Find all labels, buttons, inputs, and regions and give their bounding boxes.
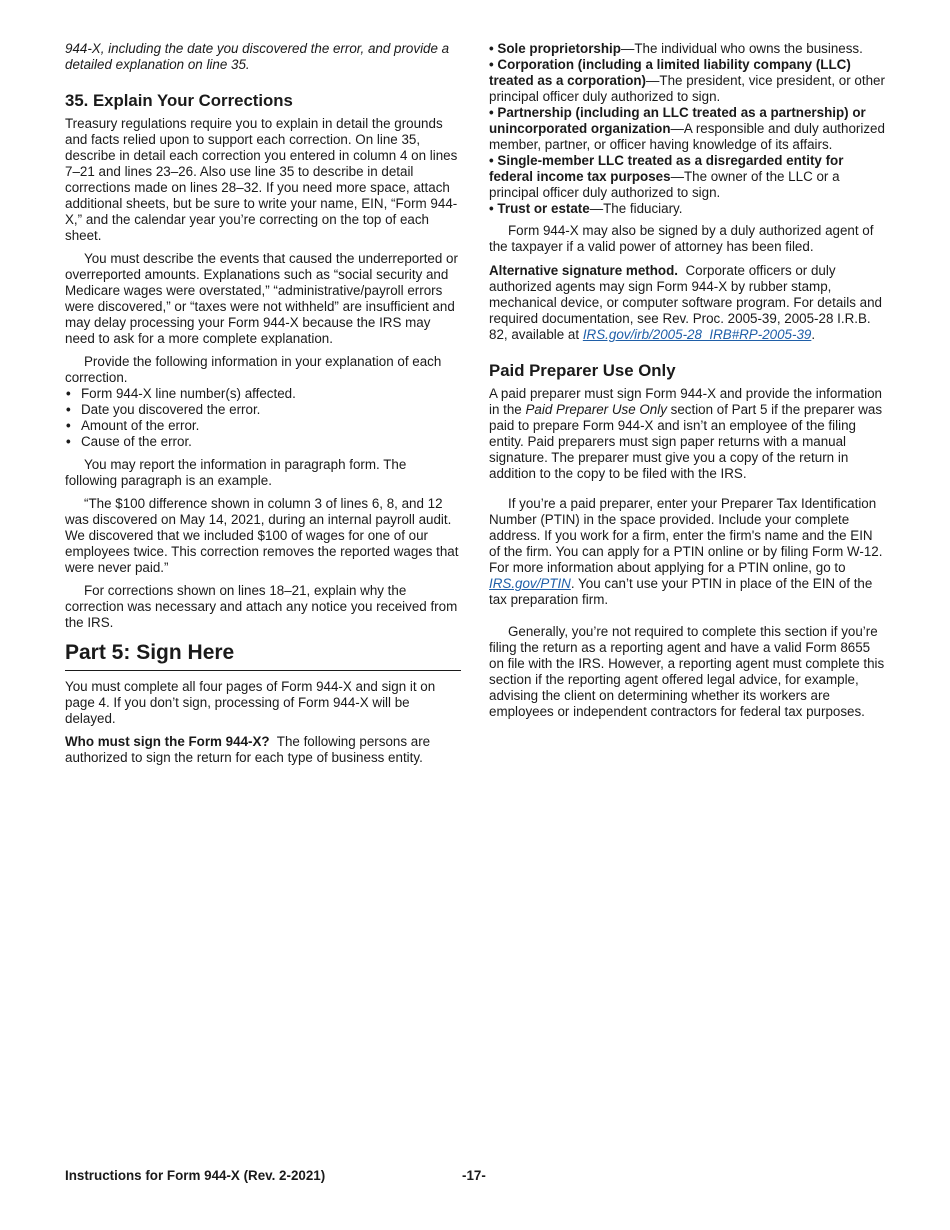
paragraph: You must describe the events that caused the underreported or overreported amounts. Explanations such as “social security and Medicare wages were overstated,” “administrative/payroll errors were discovered,” or “taxes were not withheld” are insufficient and may delay processing your Form 944-X because the IRS may need to ask for a more complete explanation. (65, 251, 458, 346)
entity-name: Partnership (including an LLC treated as a partnership) or unincorporated organization (489, 105, 866, 136)
paragraph: You may report the information in paragraph form. The following paragraph is an example. (65, 457, 407, 488)
paragraph (489, 496, 885, 608)
who-must-sign-paragraph (65, 734, 461, 766)
entity-signer: —The president, vice president, or other principal officer duly authorized to sign. (489, 73, 885, 104)
entity-name: Corporation (including a limited liability company (LLC) treated as a corporation) (489, 57, 851, 88)
section-heading-paid-preparer: Paid Preparer Use Only (489, 361, 676, 380)
entity-name: Trust or estate (497, 201, 590, 216)
paragraph: You must complete all four pages of Form 944-X and sign it on page 4. If you don’t sign, processing of Form 944-X will be delayed. (65, 679, 436, 726)
page-number: -17- (462, 1168, 486, 1183)
entity-name: Sole proprietorship (497, 41, 621, 56)
section-heading-explain-corrections: 35. Explain Your Corrections (65, 91, 293, 110)
intro-text: 944-X, including the date you discovered the error, and provide a detailed explanation on line 35. (65, 41, 450, 72)
part-heading-sign-here: Part 5: Sign Here (65, 640, 461, 671)
list-item: • Cause of the error. (65, 434, 461, 450)
entity-signer: —The fiduciary. (589, 201, 683, 216)
text-span: section of Part 5 if the preparer was paid to prepare Form 944-X and isn’t an employee of the filing entity. Paid preparers must sign paper returns with a manual signature. The preparer must give you a copy of the return in addition to the copy to be filed with the IRS. (489, 402, 883, 481)
list-item (489, 57, 885, 105)
paragraph: For corrections shown on lines 18–21, explain why the correction was necessary and attach any notice you received from the IRS. (65, 583, 458, 630)
list-item (489, 201, 885, 217)
list-item (489, 105, 885, 153)
text-span: . You can’t use your PTIN in place of the EIN of the tax preparation firm. (489, 576, 873, 607)
left-column (65, 41, 461, 766)
entity-name: Single-member LLC treated as a disregarded entity for federal income tax purposes (489, 153, 844, 184)
paragraph (489, 386, 885, 482)
who-must-sign-text: The following persons are authorized to sign the return for each type of business entity. (65, 734, 431, 765)
ptin-link[interactable]: IRS.gov/PTIN (489, 576, 571, 591)
alt-signature-paragraph: Alternative signature method. Corporate officers or duly authorized agents may sign Form 944-X by rubber stamp, mechanical device, or computer software program. For details and required documentation, see Rev. Proc. 2005-39, 2005-28 I.R.B. 82, available at IRS.gov/irb/2005-28_IRB#RP-2005-39. (489, 263, 882, 342)
info-bullet-list (65, 386, 461, 450)
list-item: • Form 944-X line number(s) affected. (65, 386, 461, 402)
italic-text: Paid Preparer Use Only (525, 402, 667, 417)
right-column (489, 41, 885, 720)
alt-signature-text: Corporate officers or duly authorized agents may sign Form 944-X by rubber stamp, mechanical device, or computer software program. For details and required documentation, see Rev. Proc. 2005-39, 2005-28 I.R.B. 82, available at (489, 263, 882, 342)
list-item (489, 153, 885, 201)
paragraph: Generally, you’re not required to complete this section if you’re filing the return as a reporting agent and have a valid Form 8655 on file with the IRS. However, a reporting agent must complete this section if the reporting agent offered legal advice, for example, advising the client on determining whether its workers are employees or independent contractors for federal tax purposes. (489, 624, 885, 719)
entity-signer: —The individual who owns the business. (620, 41, 863, 56)
text-span: A paid preparer must sign Form 944-X and provide the information in the (489, 386, 882, 417)
example-paragraph: “The $100 difference shown in column 3 of lines 6, 8, and 12 was discovered on May 14, 2021, during an internal payroll audit. We discovered that we included $100 of wages for one of our employees twice. This correction removes the reported wages that were never paid.” (65, 496, 459, 575)
who-must-sign-label: Who must sign the Form 944-X? (65, 734, 270, 749)
alt-signature-label: Alternative signature method. (489, 263, 678, 278)
entity-signer: —The owner of the LLC or a principal officer duly authorized to sign. (489, 169, 840, 200)
list-item (489, 41, 885, 57)
list-item: • Amount of the error. (65, 418, 461, 434)
list-item: • Date you discovered the error. (65, 402, 461, 418)
entity-signer: —A responsible and duly authorized member, partner, or officer having knowledge of its affairs. (489, 121, 885, 152)
paragraph: Provide the following information in your explanation of each correction. (65, 354, 442, 385)
text-span: If you’re a paid preparer, enter your Preparer Tax Identification Number (PTIN) in the space provided. Include your complete address. If you work for a firm, enter the firm's name and the EIN of the firm. You can apply for a PTIN online or by filing Form W-12. For more information about applying for a PTIN online, go to (489, 496, 883, 575)
paragraph: Form 944-X may also be signed by a duly authorized agent of the taxpayer if a valid power of attorney has been filed. (489, 223, 874, 254)
entity-signer-list (489, 41, 885, 217)
irb-link[interactable]: IRS.gov/irb/2005-28_IRB#RP-2005-39 (582, 327, 812, 342)
paragraph: Treasury regulations require you to explain in detail the grounds and facts relied upon to support each correction. On line 35, describe in detail each correction you entered in column 4 on lines 7–21 and lines 23–26. Also use line 35 to describe in detail corrections made on lines 28–32. If you need more space, attach additional sheets, but be sure to write your name, EIN, “Form 944-X,” and the calendar year you’re correcting on the top of each sheet. (65, 116, 458, 243)
footer-title: Instructions for Form 944-X (Rev. 2-2021) (65, 1168, 326, 1183)
